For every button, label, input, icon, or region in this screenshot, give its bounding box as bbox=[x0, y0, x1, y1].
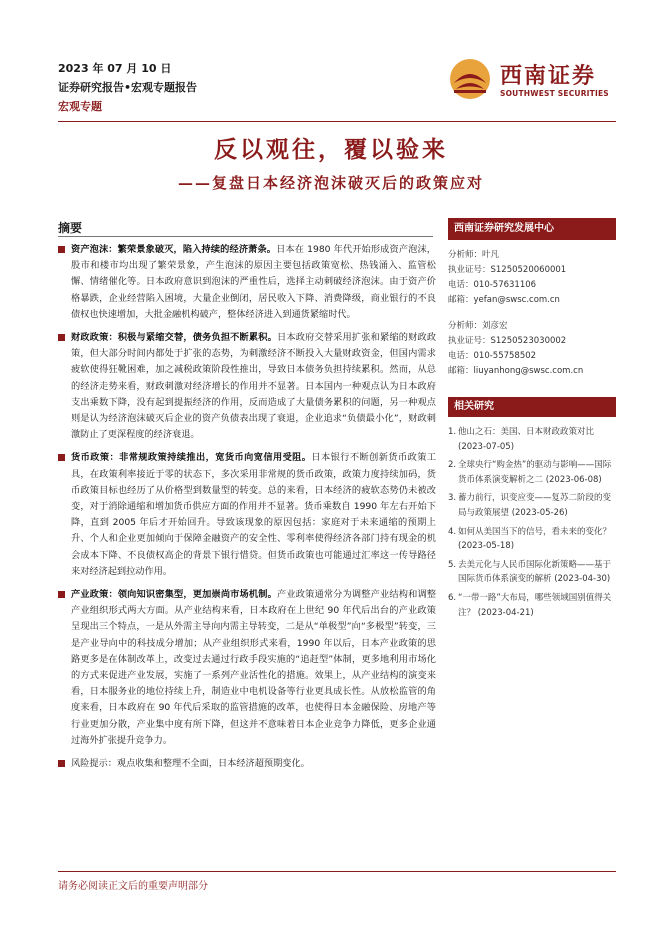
related-research-title: 相关研究 bbox=[448, 397, 616, 417]
company-logo bbox=[448, 57, 618, 107]
related-research-list bbox=[448, 425, 616, 620]
bullet-icon bbox=[58, 591, 65, 598]
abstract-paragraph-monetary-policy bbox=[58, 450, 436, 580]
analyst-email[interactable]: 邮箱：liuyanhong@swsc.com.cn bbox=[448, 366, 584, 376]
analyst-email[interactable]: 邮箱：yefan@swsc.com.cn bbox=[448, 295, 560, 305]
page-subtitle: ——复盘日本经济泡沫破灭后的政策应对 bbox=[177, 174, 484, 192]
paragraph-lead: 资产泡沫：繁荣景象破灭，陷入持续的经济萧条。 bbox=[71, 244, 277, 255]
list-item[interactable]: 5. 去美元化与人民币国际化新策略——基于国际货币体系演变的解析 (2023-04-30) bbox=[448, 559, 612, 585]
paragraph-body: 日本银行不断创新货币政策工具，在政策利率接近于零的状态下，多次采用非常规的货币政策，政策力度持续加码，货币政策目标也经历了从价格型到数量型的转变。总的来看，日本经济的疲软态势仍未被改变，对于消除通缩和增加货币供应方面的作用并不显著。货币乘数自 1990 年左右开始下降，直到 2005 年后才开始回升。导致该现象的原因包括：家庭对于未来通缩的预期上升、个人和企业更加倾向于保障金融资产的安全性、零利率使得经济各部门持有现金的机会成本下降、不良债权高企的背景下银行惜贷。但货币政策也可能通过汇率这一传导路径来对经济起到拉动作用。 bbox=[71, 452, 437, 577]
analyst-phone: 电话：010-55758502 bbox=[448, 351, 537, 361]
footer-notice: 请务必阅读正文后的重要声明部分 bbox=[58, 881, 208, 892]
list-item[interactable]: 2. 全球央行“购金热”的驱动与影响——国际货币体系演变解析之二 (2023-06-08) bbox=[448, 460, 612, 485]
analyst-cert: 执业证号：S1250520060001 bbox=[448, 265, 567, 275]
sidebar bbox=[448, 218, 616, 624]
list-item[interactable]: 4. 如何从美国当下的信号，看未来的变化？ (2023-05-18) bbox=[448, 526, 612, 552]
analyst-phone: 电话：010-57631106 bbox=[448, 280, 537, 290]
paragraph-body: 产业政策通常分为调整产业结构和调整产业组织形式两大方面。从产业结构来看，日本政府在上世纪 90 年代后出台的产业政策呈现出三个特点，一是从外需主导向内需主导转变，二是从“单极型”向“多极型”转变，三是产业导向中的科技成分增加；从产业组织形式来看，1990 年以后，日本产业政策的思路更多是在体制改革上，改变过去通过行政手段实施的“追赶型”体制，更多地利用市场化的方式来促进产业发展，实施了一系列产业活性化的措施。效果上，从产业结构的演变来看，日本服务业的地位持续上升，制造业中电机设备等行业更具成长性。从放松监管的角度来看，日本政府在 90 年代后采取的监管措施的改革，也使得日本金融保险、房地产等行业更加分散，产业集中度有所下降，但这并不意味着日本企业竞争力降低，更多企业通过海外扩张提升竞争力。 bbox=[71, 589, 437, 746]
abstract-paragraph-asset-bubble bbox=[58, 242, 436, 323]
company-name-cn: 西南证券 bbox=[500, 63, 597, 89]
report-date: 2023 年 07 月 10 日 bbox=[58, 62, 172, 75]
abstract-heading: 摘要 bbox=[58, 221, 83, 235]
page-title: 反以观往，覆以验来 bbox=[214, 136, 448, 163]
bullet-icon bbox=[58, 454, 65, 461]
paragraph-lead: 财政政策：积极与紧缩交替，债务负担不断累积。 bbox=[71, 332, 277, 344]
paragraph-lead: 货币政策：非常规政策持续推出，宽货币向宽信用受阻。 bbox=[71, 452, 312, 464]
bullet-icon bbox=[58, 760, 65, 767]
risk-text: 风险提示：观点收集和整理不全面，日本经济超预期变化。 bbox=[71, 758, 310, 770]
company-name-en: SOUTHWEST SECURITIES bbox=[500, 89, 609, 98]
bullet-icon bbox=[58, 246, 65, 253]
analyst-list bbox=[448, 248, 616, 379]
abstract-body bbox=[58, 242, 436, 772]
analyst-cert: 执业证号：S1250523030002 bbox=[448, 336, 567, 346]
analyst-role: 分析师：叶凡 bbox=[448, 250, 500, 260]
header-divider bbox=[58, 121, 616, 122]
research-center-title: 西南证券研究发展中心 bbox=[448, 218, 616, 240]
list-item[interactable]: 1. 他山之石：美国、日本财政政策对比 (2023-07-05) bbox=[448, 427, 595, 452]
paragraph-body: 日本政府交替采用扩张和紧缩的财政政策，但大部分时间内都处于扩张的态势，为刺激经济不断投入大量财政资金，但国内需求疲软使得狂靴困难，加之减税政策阶段性推出，导致日本债务负担持续累积。然而，从总的经济走势来看，财政刺激对经济增长的作用并不显著。日本国内一种观点认为日本政府支出乘数下降，没有起到提振经济的作用，反而造成了大量债务累积的问题，另一种观点则是认为经济泡沫破灭后企业的资产负债表出现了衰退，企业追求“负债最小化”，财政刺激防止了更深程度的经济衰退。 bbox=[71, 332, 437, 441]
abstract-divider bbox=[58, 236, 433, 237]
paragraph-body: 日本在 1980 年代开始形成资产泡沫，股市和楼市均出现了繁荣景象，产生泡沫的原因主要包括政策宽松、热钱涌入、监管松懈、情绪催化等。日本政府意识到泡沫的严重性后，选择主动刺破经济泡沫。由于资产价格暴跌，企业经营陷入困境，大量企业倒闭，居民收入下降、消费降级，商业银行的不良债权也快速增加，大批金融机构破产，整体经济进入到通货紧缩时代。 bbox=[71, 244, 436, 320]
analyst-role: 分析师：刘彦宏 bbox=[448, 321, 508, 331]
abstract-paragraph-fiscal-policy bbox=[58, 330, 436, 443]
abstract-paragraph-industrial-policy bbox=[58, 587, 436, 749]
report-category: 宏观专题 bbox=[58, 100, 102, 113]
list-item[interactable]: 3. 蓄力前行，识变应变——复苏二阶段的变局与政策展望 (2023-05-26) bbox=[448, 493, 612, 518]
paragraph-lead: 产业政策：领向知识密集型，更加崇尚市场机制。 bbox=[71, 589, 277, 601]
risk-warning bbox=[58, 756, 436, 772]
company-logo-mark-icon bbox=[448, 57, 492, 101]
report-type: 证券研究报告•宏观专题报告 bbox=[58, 81, 198, 94]
footer-divider bbox=[58, 871, 616, 872]
bullet-icon bbox=[58, 334, 65, 341]
list-item[interactable]: 6. “一带一路”大布局，哪些领域国别值得关注？ (2023-04-21) bbox=[448, 592, 612, 618]
